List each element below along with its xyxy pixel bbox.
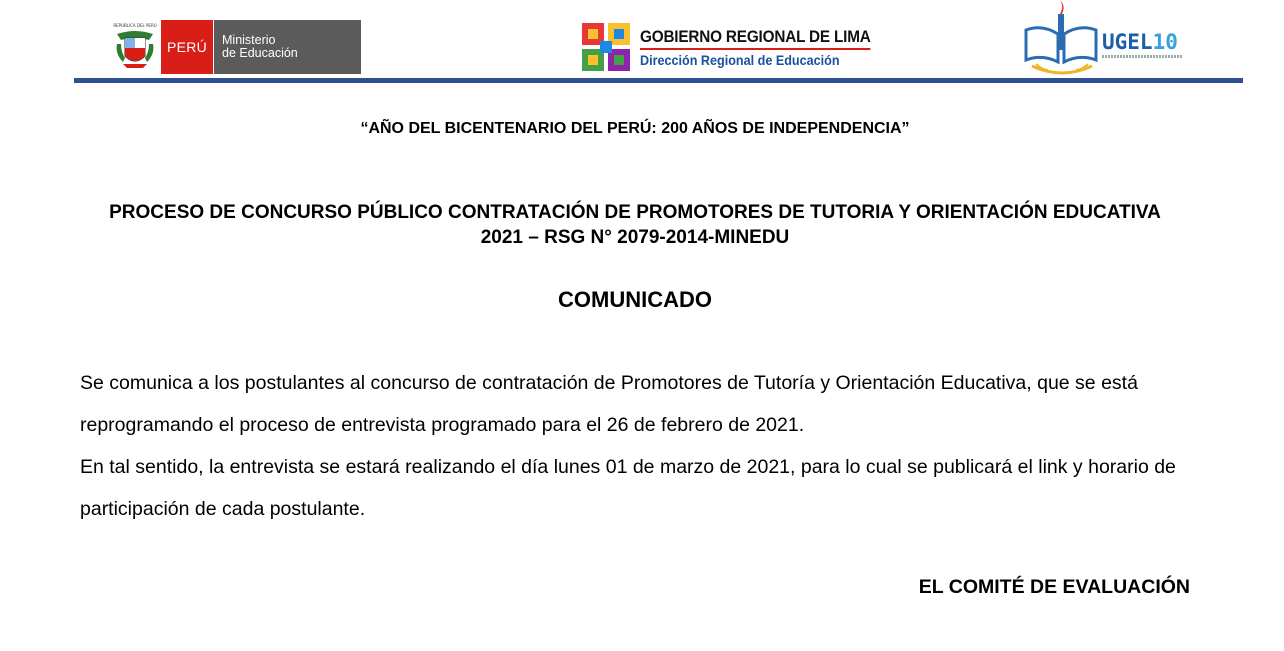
ugel-book-torch-icon bbox=[1022, 0, 1102, 80]
signature: EL COMITÉ DE EVALUACIÓN bbox=[918, 576, 1190, 598]
comunicado-body bbox=[80, 362, 1200, 530]
peru-coat-of-arms-icon bbox=[113, 20, 157, 74]
direccion-regional-subtitle: Dirección Regional de Educación bbox=[640, 51, 840, 68]
gobierno-regional-title: GOBIERNO REGIONAL DE LIMA bbox=[640, 27, 871, 50]
header-divider bbox=[74, 78, 1243, 83]
body-paragraph-1: Se comunica a los postulantes al concurso de contratación de Promotores de Tutoría y Orientación Educativa, que se está reprogramando el proceso de entrevista programado para el 26 de febrero de 2021. bbox=[80, 372, 1138, 436]
process-title bbox=[90, 200, 1180, 250]
ministry-name bbox=[213, 20, 361, 74]
gobierno-regional-logo bbox=[580, 20, 896, 74]
peru-label: PERÚ bbox=[161, 20, 213, 74]
process-title-line-1: PROCESO DE CONCURSO PÚBLICO CONTRATACIÓN DE PROMOTORES DE TUTORIA Y ORIENTACIÓN EDUCATIVA bbox=[109, 202, 1161, 223]
ugel-name bbox=[1102, 30, 1178, 54]
ugel-name-part2: 10 bbox=[1152, 30, 1178, 54]
year-motto: “AÑO DEL BICENTENARIO DEL PERÚ: 200 AÑOS DE INDEPENDENCIA” bbox=[360, 120, 910, 137]
body-paragraph-2: En tal sentido, la entrevista se estará realizando el día lunes 01 de marzo de 2021, para lo cual se publicará el link y horario de participación de cada postulante. bbox=[80, 456, 1176, 520]
escudo-caption: REPÚBLICA DEL PERÚ bbox=[113, 23, 157, 28]
gobierno-regional-emblem-icon bbox=[580, 21, 632, 73]
ministerio-educacion-logo bbox=[113, 20, 361, 74]
comunicado-heading: COMUNICADO bbox=[558, 287, 712, 312]
ugel-tagline bbox=[1102, 55, 1182, 58]
ministry-line-1: Ministerio bbox=[222, 33, 276, 47]
ministry-line-2: de Educación bbox=[222, 46, 298, 60]
document-header bbox=[0, 0, 1284, 84]
process-title-line-2: 2021 – RSG N° 2079-2014-MINEDU bbox=[480, 227, 790, 248]
ugel-logo bbox=[1022, 0, 1192, 80]
ugel-name-part1: UGEL bbox=[1102, 30, 1153, 54]
